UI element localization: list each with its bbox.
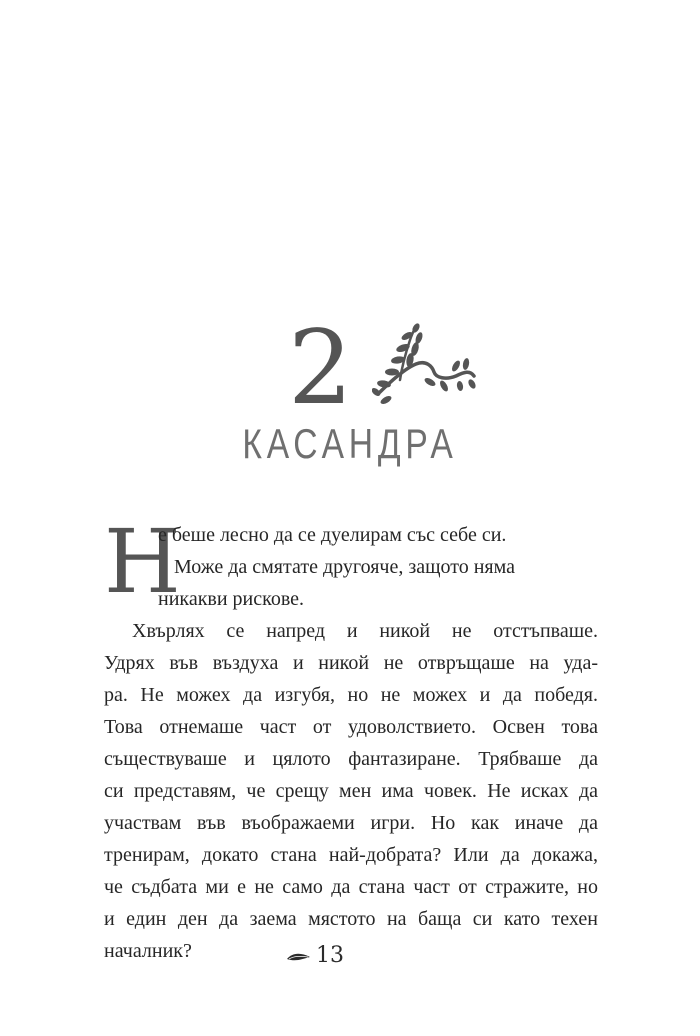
body-line: участвам във въображаеми игри. Но как иначе да [104,812,598,834]
body-line: и един ден да заема мястото на баща си като техен [104,908,598,930]
small-leaf-icon [286,950,312,964]
drop-cap: Н [104,510,181,613]
body-line: ра. Не можех да изгубя, но не можех и да победя. [104,684,598,706]
body-line: Хвърлях се напред и никой не отстъпваше. [132,620,598,642]
body-line: Удрях във въздуха и никой не отвръщаше на уда- [104,652,598,674]
body-line: тренирам, докато стана най-добрата? Или да докажа, [104,844,598,866]
body-line: съществуваше и цялото фантазиране. Трябваше да [104,748,598,770]
body-line: си представям, че срещу мен има човек. Не исках да [104,780,598,802]
leafy-branch-icon [372,322,478,408]
chapter-number: 2 [288,309,353,428]
page-number: 13 [316,943,344,968]
body-line: е беше лесно да се дуелирам със себе си. [158,524,507,546]
body-line: Това отнемаше част от удоволствието. Освен това [104,716,598,738]
body-line: никакви рискове. [158,588,305,610]
body-line: че съдбата ми е не само да стана част от стражите, но [104,876,598,898]
body-line: началник? [104,940,192,962]
body-line: Може да смятате другояче, защото няма [174,556,516,578]
chapter-title: КАСАНДРА [242,420,458,467]
